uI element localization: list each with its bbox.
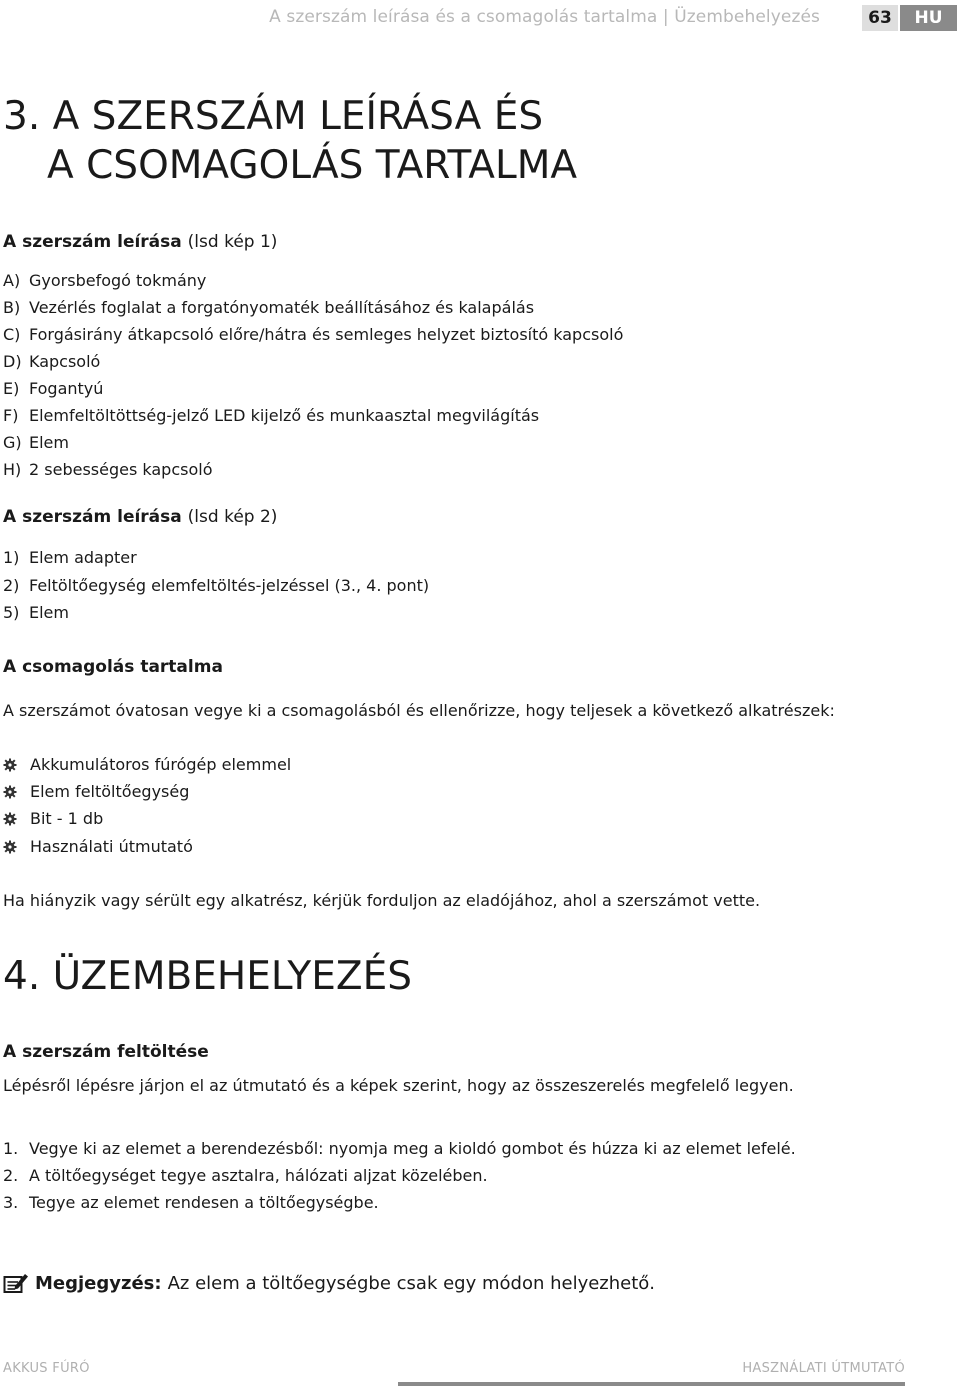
bullet-text: Használati útmutató (30, 837, 193, 856)
step-item (3, 1166, 488, 1186)
item-text: Fogantyú (29, 379, 104, 398)
item-label: 1) (3, 548, 20, 567)
heading-bold-text: A szerszám leírása (3, 507, 182, 527)
list-item (3, 352, 100, 372)
package-contents-heading: A csomagolás tartalma (3, 657, 223, 677)
item-text: Kapcsoló (29, 352, 101, 371)
bullet-item (3, 809, 103, 829)
item-text: Feltöltőegység elemfeltöltés-jelzéssel (3., 4. pont) (29, 576, 430, 595)
bullet-item (3, 755, 291, 775)
charging-heading: A szerszám feltöltése (3, 1042, 209, 1062)
section-3-title-line1: 3. A SZERSZÁM LEÍRÁSA ÉS (3, 94, 544, 139)
list-item (3, 433, 69, 453)
list-item (3, 548, 137, 568)
tool-description-heading-2 (3, 507, 277, 527)
footer-bar (398, 1382, 905, 1386)
bullet-gear-icon (3, 840, 17, 854)
item-label: C) (3, 325, 21, 344)
page-number: 63 (862, 5, 898, 31)
item-label: A) (3, 271, 21, 290)
item-text: 2 sebességes kapcsoló (29, 460, 213, 479)
item-label: G) (3, 433, 22, 452)
step-text: A töltőegységet tegye asztalra, hálózati aljzat közelében. (29, 1166, 488, 1185)
item-label: 5) (3, 603, 20, 622)
footer-manual-label: HASZNÁLATI ÚTMUTATÓ (742, 1361, 905, 1376)
bullet-item (3, 782, 189, 802)
heading-ref-text: (lsd kép 2) (187, 507, 278, 527)
list-item (3, 460, 212, 480)
item-text: Elem (29, 433, 69, 452)
bullet-gear-icon (3, 812, 17, 826)
bullet-text: Bit - 1 db (30, 809, 104, 828)
section-4-title: 4. ÜZEMBEHELYEZÉS (3, 954, 412, 999)
item-text: Forgásirány átkapcsoló előre/hátra és semleges helyzet biztosító kapcsoló (29, 325, 624, 344)
list-item (3, 379, 103, 399)
item-label: 2) (3, 576, 20, 595)
item-label: B) (3, 298, 21, 317)
item-text: Gyorsbefogó tokmány (29, 271, 207, 290)
list-item (3, 603, 69, 623)
step-text: Vegye ki az elemet a berendezésből: nyomja meg a kioldó gombot és húzza ki az elemet lefelé. (29, 1139, 796, 1158)
item-label: D) (3, 352, 22, 371)
note-label: Megjegyzés: (35, 1272, 162, 1294)
section-3-title-line2: A CSOMAGOLÁS TARTALMA (47, 143, 578, 188)
note-text: Az elem a töltőegységbe csak egy módon helyezhető. (167, 1272, 656, 1294)
list-item (3, 576, 429, 596)
bullet-gear-icon (3, 785, 17, 799)
list-item (3, 271, 206, 291)
note (3, 1272, 655, 1294)
note-icon (3, 1272, 29, 1294)
item-text: Elem (29, 603, 69, 622)
item-text: Elemfeltöltöttség-jelző LED kijelző és munkaasztal megvilágítás (29, 406, 540, 425)
running-header: A szerszám leírása és a csomagolás tartalma | Üzembehelyezés (269, 7, 820, 27)
item-label: E) (3, 379, 20, 398)
tool-description-heading-1 (3, 232, 277, 252)
list-item (3, 325, 623, 345)
step-number: 2. (3, 1166, 19, 1185)
step-number: 1. (3, 1139, 19, 1158)
bullet-text: Akkumulátoros fúrógép elemmel (30, 755, 292, 774)
package-intro: A szerszámot óvatosan vegye ki a csomagolásból és ellenőrizze, hogy teljesek a következő alkatrészek: (3, 701, 835, 720)
item-text: Vezérlés foglalat a forgatónyomaték beállításához és kalapálás (29, 298, 535, 317)
step-text: Tegye az elemet rendesen a töltőegységbe. (29, 1193, 379, 1212)
item-label: F) (3, 406, 19, 425)
list-item (3, 406, 539, 426)
bullet-text: Elem feltöltőegység (30, 782, 190, 801)
step-item (3, 1193, 379, 1213)
step-item (3, 1139, 796, 1159)
language-badge: HU (900, 5, 957, 31)
item-label: H) (3, 460, 22, 479)
heading-bold-text: A szerszám leírása (3, 232, 182, 252)
list-item (3, 298, 534, 318)
missing-parts-note: Ha hiányzik vagy sérült egy alkatrész, kérjük forduljon az eladójához, ahol a szerszámot vette. (3, 891, 761, 910)
item-text: Elem adapter (29, 548, 137, 567)
heading-ref-text: (lsd kép 1) (187, 232, 278, 252)
bullet-item (3, 837, 193, 857)
charging-intro: Lépésről lépésre járjon el az útmutató és a képek szerint, hogy az összeszerelés megfelelő legyen. (3, 1076, 794, 1095)
footer-product-name: AKKUS FÚRÓ (3, 1361, 90, 1376)
step-number: 3. (3, 1193, 19, 1212)
bullet-gear-icon (3, 758, 17, 772)
